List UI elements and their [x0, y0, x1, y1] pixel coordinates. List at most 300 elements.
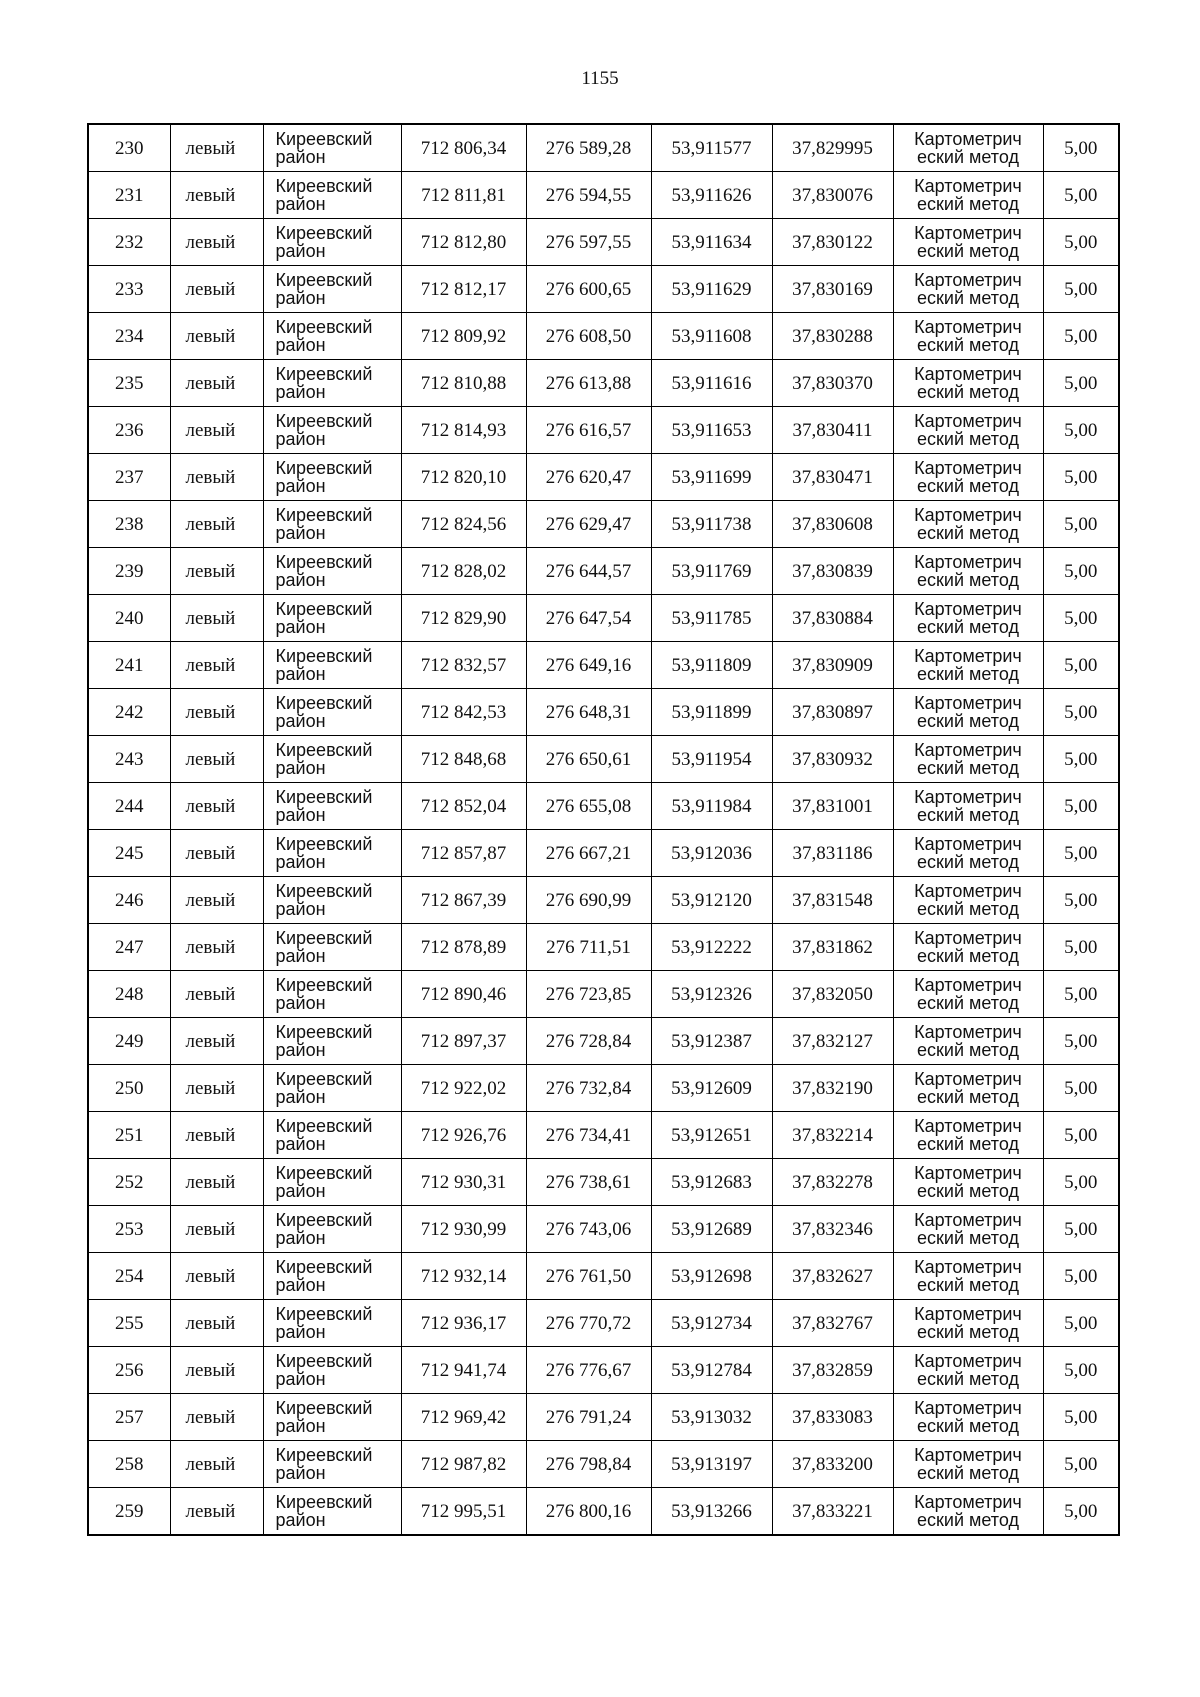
cell-accuracy: 5,00 — [1043, 313, 1119, 360]
cell-latitude: 53,912609 — [651, 1065, 772, 1112]
cell-method: Картометрич еский метод — [893, 1112, 1043, 1159]
cell-point-number: 246 — [88, 877, 170, 924]
cell-point-number: 254 — [88, 1253, 170, 1300]
cell-method: Картометрич еский метод — [893, 830, 1043, 877]
cell-method: Картометрич еский метод — [893, 689, 1043, 736]
table-body — [88, 124, 1119, 1535]
table-row — [88, 971, 1119, 1018]
cell-accuracy: 5,00 — [1043, 689, 1119, 736]
table-row — [88, 454, 1119, 501]
cell-longitude: 37,830122 — [772, 219, 893, 266]
cell-accuracy: 5,00 — [1043, 1018, 1119, 1065]
cell-district: Киреевский район — [263, 1018, 401, 1065]
cell-point-number: 239 — [88, 548, 170, 595]
cell-point-number: 244 — [88, 783, 170, 830]
cell-latitude: 53,911616 — [651, 360, 772, 407]
cell-coord-x: 712 995,51 — [401, 1488, 526, 1536]
cell-coord-y: 276 616,57 — [526, 407, 651, 454]
cell-method: Картометрич еский метод — [893, 924, 1043, 971]
cell-latitude: 53,911629 — [651, 266, 772, 313]
cell-district: Киреевский район — [263, 642, 401, 689]
table-row — [88, 877, 1119, 924]
cell-point-number: 240 — [88, 595, 170, 642]
cell-accuracy: 5,00 — [1043, 830, 1119, 877]
cell-point-number: 236 — [88, 407, 170, 454]
cell-longitude: 37,830884 — [772, 595, 893, 642]
coordinates-table — [87, 123, 1120, 1536]
cell-point-number: 249 — [88, 1018, 170, 1065]
cell-accuracy: 5,00 — [1043, 595, 1119, 642]
cell-coord-y: 276 728,84 — [526, 1018, 651, 1065]
cell-method: Картометрич еский метод — [893, 501, 1043, 548]
cell-point-number: 235 — [88, 360, 170, 407]
cell-latitude: 53,912683 — [651, 1159, 772, 1206]
table-row — [88, 1159, 1119, 1206]
cell-longitude: 37,833221 — [772, 1488, 893, 1536]
cell-coord-y: 276 649,16 — [526, 642, 651, 689]
cell-coord-x: 712 809,92 — [401, 313, 526, 360]
cell-latitude: 53,912734 — [651, 1300, 772, 1347]
cell-side: левый — [170, 1441, 263, 1488]
cell-coord-x: 712 824,56 — [401, 501, 526, 548]
cell-coord-x: 712 829,90 — [401, 595, 526, 642]
cell-coord-x: 712 828,02 — [401, 548, 526, 595]
cell-point-number: 241 — [88, 642, 170, 689]
cell-accuracy: 5,00 — [1043, 266, 1119, 313]
table-row — [88, 1441, 1119, 1488]
cell-method: Картометрич еский метод — [893, 1159, 1043, 1206]
cell-side: левый — [170, 266, 263, 313]
cell-coord-y: 276 589,28 — [526, 124, 651, 172]
cell-coord-y: 276 620,47 — [526, 454, 651, 501]
cell-coord-x: 712 932,14 — [401, 1253, 526, 1300]
cell-district: Киреевский район — [263, 266, 401, 313]
cell-coord-y: 276 798,84 — [526, 1441, 651, 1488]
cell-method: Картометрич еский метод — [893, 1253, 1043, 1300]
table-row — [88, 124, 1119, 172]
cell-longitude: 37,832214 — [772, 1112, 893, 1159]
cell-point-number: 248 — [88, 971, 170, 1018]
cell-accuracy: 5,00 — [1043, 1206, 1119, 1253]
cell-side: левый — [170, 1347, 263, 1394]
cell-coord-y: 276 791,24 — [526, 1394, 651, 1441]
cell-point-number: 258 — [88, 1441, 170, 1488]
table-row — [88, 1112, 1119, 1159]
cell-accuracy: 5,00 — [1043, 454, 1119, 501]
cell-longitude: 37,833083 — [772, 1394, 893, 1441]
cell-method: Картометрич еский метод — [893, 783, 1043, 830]
cell-latitude: 53,912387 — [651, 1018, 772, 1065]
table-row — [88, 360, 1119, 407]
table-row — [88, 266, 1119, 313]
cell-point-number: 234 — [88, 313, 170, 360]
cell-longitude: 37,831001 — [772, 783, 893, 830]
cell-side: левый — [170, 1488, 263, 1536]
cell-side: левый — [170, 783, 263, 830]
cell-coord-y: 276 613,88 — [526, 360, 651, 407]
cell-latitude: 53,912326 — [651, 971, 772, 1018]
cell-side: левый — [170, 971, 263, 1018]
cell-latitude: 53,912651 — [651, 1112, 772, 1159]
table-row — [88, 1065, 1119, 1112]
cell-longitude: 37,830839 — [772, 548, 893, 595]
cell-method: Картометрич еский метод — [893, 1300, 1043, 1347]
cell-method: Картометрич еский метод — [893, 313, 1043, 360]
cell-latitude: 53,911608 — [651, 313, 772, 360]
cell-point-number: 253 — [88, 1206, 170, 1253]
cell-side: левый — [170, 642, 263, 689]
cell-side: левый — [170, 501, 263, 548]
page-number: 1155 — [581, 68, 619, 89]
cell-side: левый — [170, 548, 263, 595]
cell-accuracy: 5,00 — [1043, 360, 1119, 407]
cell-side: левый — [170, 172, 263, 219]
cell-accuracy: 5,00 — [1043, 124, 1119, 172]
cell-accuracy: 5,00 — [1043, 548, 1119, 595]
cell-district: Киреевский район — [263, 830, 401, 877]
cell-method: Картометрич еский метод — [893, 736, 1043, 783]
cell-district: Киреевский район — [263, 454, 401, 501]
cell-method: Картометрич еский метод — [893, 407, 1043, 454]
cell-latitude: 53,912036 — [651, 830, 772, 877]
cell-district: Киреевский район — [263, 1253, 401, 1300]
cell-district: Киреевский район — [263, 548, 401, 595]
cell-latitude: 53,911785 — [651, 595, 772, 642]
cell-district: Киреевский район — [263, 1112, 401, 1159]
cell-coord-y: 276 650,61 — [526, 736, 651, 783]
cell-accuracy: 5,00 — [1043, 736, 1119, 783]
cell-longitude: 37,832278 — [772, 1159, 893, 1206]
cell-point-number: 237 — [88, 454, 170, 501]
cell-point-number: 242 — [88, 689, 170, 736]
table-row — [88, 1253, 1119, 1300]
cell-longitude: 37,830608 — [772, 501, 893, 548]
cell-longitude: 37,829995 — [772, 124, 893, 172]
cell-method: Картометрич еский метод — [893, 1206, 1043, 1253]
cell-longitude: 37,830909 — [772, 642, 893, 689]
cell-coord-y: 276 690,99 — [526, 877, 651, 924]
cell-side: левый — [170, 1300, 263, 1347]
cell-point-number: 230 — [88, 124, 170, 172]
cell-coord-y: 276 594,55 — [526, 172, 651, 219]
cell-coord-y: 276 608,50 — [526, 313, 651, 360]
cell-district: Киреевский район — [263, 1441, 401, 1488]
cell-coord-y: 276 776,67 — [526, 1347, 651, 1394]
cell-coord-x: 712 857,87 — [401, 830, 526, 877]
cell-accuracy: 5,00 — [1043, 971, 1119, 1018]
cell-coord-x: 712 867,39 — [401, 877, 526, 924]
cell-point-number: 250 — [88, 1065, 170, 1112]
cell-longitude: 37,833200 — [772, 1441, 893, 1488]
cell-side: левый — [170, 924, 263, 971]
cell-method: Картометрич еский метод — [893, 642, 1043, 689]
cell-coord-x: 712 987,82 — [401, 1441, 526, 1488]
cell-longitude: 37,830932 — [772, 736, 893, 783]
cell-point-number: 243 — [88, 736, 170, 783]
cell-longitude: 37,830169 — [772, 266, 893, 313]
cell-side: левый — [170, 1018, 263, 1065]
cell-coord-x: 712 936,17 — [401, 1300, 526, 1347]
cell-point-number: 259 — [88, 1488, 170, 1536]
cell-point-number: 252 — [88, 1159, 170, 1206]
cell-district: Киреевский район — [263, 971, 401, 1018]
table-row — [88, 1488, 1119, 1536]
cell-latitude: 53,911738 — [651, 501, 772, 548]
cell-accuracy: 5,00 — [1043, 501, 1119, 548]
table-row — [88, 1018, 1119, 1065]
cell-method: Картометрич еский метод — [893, 360, 1043, 407]
cell-district: Киреевский район — [263, 172, 401, 219]
cell-accuracy: 5,00 — [1043, 1441, 1119, 1488]
cell-accuracy: 5,00 — [1043, 1112, 1119, 1159]
cell-coord-x: 712 890,46 — [401, 971, 526, 1018]
cell-point-number: 257 — [88, 1394, 170, 1441]
cell-longitude: 37,830076 — [772, 172, 893, 219]
cell-accuracy: 5,00 — [1043, 877, 1119, 924]
cell-latitude: 53,913032 — [651, 1394, 772, 1441]
cell-method: Картометрич еский метод — [893, 454, 1043, 501]
cell-accuracy: 5,00 — [1043, 642, 1119, 689]
cell-method: Картометрич еский метод — [893, 1394, 1043, 1441]
cell-method: Картометрич еский метод — [893, 595, 1043, 642]
table-row — [88, 783, 1119, 830]
cell-coord-x: 712 820,10 — [401, 454, 526, 501]
cell-coord-x: 712 930,99 — [401, 1206, 526, 1253]
cell-latitude: 53,911626 — [651, 172, 772, 219]
table-row — [88, 407, 1119, 454]
cell-side: левый — [170, 407, 263, 454]
cell-point-number: 255 — [88, 1300, 170, 1347]
cell-accuracy: 5,00 — [1043, 1347, 1119, 1394]
cell-coord-x: 712 842,53 — [401, 689, 526, 736]
cell-method: Картометрич еский метод — [893, 1488, 1043, 1536]
cell-coord-y: 276 655,08 — [526, 783, 651, 830]
cell-point-number: 251 — [88, 1112, 170, 1159]
cell-coord-y: 276 667,21 — [526, 830, 651, 877]
cell-coord-y: 276 723,85 — [526, 971, 651, 1018]
cell-accuracy: 5,00 — [1043, 172, 1119, 219]
cell-latitude: 53,911769 — [651, 548, 772, 595]
cell-latitude: 53,913197 — [651, 1441, 772, 1488]
cell-longitude: 37,830471 — [772, 454, 893, 501]
cell-coord-y: 276 761,50 — [526, 1253, 651, 1300]
table-row — [88, 924, 1119, 971]
cell-district: Киреевский район — [263, 1488, 401, 1536]
cell-accuracy: 5,00 — [1043, 1300, 1119, 1347]
cell-method: Картометрич еский метод — [893, 219, 1043, 266]
cell-district: Киреевский район — [263, 1300, 401, 1347]
cell-coord-x: 712 811,81 — [401, 172, 526, 219]
cell-longitude: 37,832190 — [772, 1065, 893, 1112]
cell-latitude: 53,912120 — [651, 877, 772, 924]
cell-method: Картометрич еский метод — [893, 266, 1043, 313]
cell-longitude: 37,830897 — [772, 689, 893, 736]
cell-coord-x: 712 878,89 — [401, 924, 526, 971]
table-row — [88, 1394, 1119, 1441]
cell-method: Картометрич еский метод — [893, 548, 1043, 595]
cell-longitude: 37,832050 — [772, 971, 893, 1018]
cell-point-number: 233 — [88, 266, 170, 313]
cell-district: Киреевский район — [263, 1159, 401, 1206]
cell-coord-y: 276 800,16 — [526, 1488, 651, 1536]
cell-latitude: 53,911699 — [651, 454, 772, 501]
cell-district: Киреевский район — [263, 1206, 401, 1253]
cell-side: левый — [170, 313, 263, 360]
cell-coord-x: 712 941,74 — [401, 1347, 526, 1394]
cell-district: Киреевский район — [263, 783, 401, 830]
cell-side: левый — [170, 360, 263, 407]
cell-accuracy: 5,00 — [1043, 219, 1119, 266]
table-row — [88, 689, 1119, 736]
cell-longitude: 37,832859 — [772, 1347, 893, 1394]
cell-side: левый — [170, 689, 263, 736]
cell-coord-y: 276 770,72 — [526, 1300, 651, 1347]
cell-longitude: 37,830370 — [772, 360, 893, 407]
table-row — [88, 1300, 1119, 1347]
cell-coord-x: 712 810,88 — [401, 360, 526, 407]
cell-accuracy: 5,00 — [1043, 1394, 1119, 1441]
cell-accuracy: 5,00 — [1043, 924, 1119, 971]
cell-longitude: 37,832346 — [772, 1206, 893, 1253]
cell-latitude: 53,912698 — [651, 1253, 772, 1300]
cell-longitude: 37,831186 — [772, 830, 893, 877]
cell-coord-y: 276 743,06 — [526, 1206, 651, 1253]
cell-latitude: 53,912784 — [651, 1347, 772, 1394]
cell-side: левый — [170, 1112, 263, 1159]
cell-coord-x: 712 926,76 — [401, 1112, 526, 1159]
cell-coord-x: 712 897,37 — [401, 1018, 526, 1065]
table-row — [88, 548, 1119, 595]
cell-accuracy: 5,00 — [1043, 1159, 1119, 1206]
cell-district: Киреевский район — [263, 313, 401, 360]
cell-method: Картометрич еский метод — [893, 1018, 1043, 1065]
cell-accuracy: 5,00 — [1043, 783, 1119, 830]
cell-side: левый — [170, 454, 263, 501]
cell-district: Киреевский район — [263, 407, 401, 454]
cell-coord-x: 712 832,57 — [401, 642, 526, 689]
cell-coord-y: 276 732,84 — [526, 1065, 651, 1112]
cell-coord-x: 712 852,04 — [401, 783, 526, 830]
cell-coord-y: 276 629,47 — [526, 501, 651, 548]
cell-coord-x: 712 812,80 — [401, 219, 526, 266]
cell-accuracy: 5,00 — [1043, 1488, 1119, 1536]
cell-district: Киреевский район — [263, 360, 401, 407]
cell-longitude: 37,830288 — [772, 313, 893, 360]
cell-longitude: 37,831862 — [772, 924, 893, 971]
cell-side: левый — [170, 1253, 263, 1300]
cell-method: Картометрич еский метод — [893, 1441, 1043, 1488]
cell-latitude: 53,912689 — [651, 1206, 772, 1253]
cell-accuracy: 5,00 — [1043, 1065, 1119, 1112]
cell-coord-y: 276 734,41 — [526, 1112, 651, 1159]
cell-coord-x: 712 969,42 — [401, 1394, 526, 1441]
cell-side: левый — [170, 219, 263, 266]
cell-coord-y: 276 600,65 — [526, 266, 651, 313]
table-row — [88, 1347, 1119, 1394]
cell-coord-y: 276 711,51 — [526, 924, 651, 971]
table-row — [88, 595, 1119, 642]
cell-latitude: 53,911984 — [651, 783, 772, 830]
cell-district: Киреевский район — [263, 501, 401, 548]
cell-district: Киреевский район — [263, 1065, 401, 1112]
table-row — [88, 172, 1119, 219]
cell-district: Киреевский район — [263, 219, 401, 266]
cell-coord-x: 712 806,34 — [401, 124, 526, 172]
table-row — [88, 501, 1119, 548]
cell-method: Картометрич еский метод — [893, 124, 1043, 172]
cell-district: Киреевский район — [263, 877, 401, 924]
table-row — [88, 313, 1119, 360]
cell-point-number: 247 — [88, 924, 170, 971]
cell-district: Киреевский район — [263, 1394, 401, 1441]
cell-side: левый — [170, 595, 263, 642]
cell-point-number: 256 — [88, 1347, 170, 1394]
cell-longitude: 37,830411 — [772, 407, 893, 454]
cell-accuracy: 5,00 — [1043, 407, 1119, 454]
table-row — [88, 736, 1119, 783]
cell-district: Киреевский район — [263, 124, 401, 172]
cell-point-number: 238 — [88, 501, 170, 548]
cell-side: левый — [170, 124, 263, 172]
cell-point-number: 232 — [88, 219, 170, 266]
cell-coord-y: 276 644,57 — [526, 548, 651, 595]
cell-coord-x: 712 814,93 — [401, 407, 526, 454]
table-row — [88, 642, 1119, 689]
table-row — [88, 1206, 1119, 1253]
cell-latitude: 53,911809 — [651, 642, 772, 689]
cell-method: Картометрич еский метод — [893, 877, 1043, 924]
cell-side: левый — [170, 1394, 263, 1441]
cell-latitude: 53,911577 — [651, 124, 772, 172]
cell-district: Киреевский район — [263, 689, 401, 736]
cell-point-number: 231 — [88, 172, 170, 219]
table-row — [88, 830, 1119, 877]
cell-side: левый — [170, 1159, 263, 1206]
cell-side: левый — [170, 1206, 263, 1253]
cell-method: Картометрич еский метод — [893, 971, 1043, 1018]
cell-coord-y: 276 738,61 — [526, 1159, 651, 1206]
cell-point-number: 245 — [88, 830, 170, 877]
cell-accuracy: 5,00 — [1043, 1253, 1119, 1300]
cell-district: Киреевский район — [263, 595, 401, 642]
cell-side: левый — [170, 1065, 263, 1112]
cell-longitude: 37,832767 — [772, 1300, 893, 1347]
cell-district: Киреевский район — [263, 1347, 401, 1394]
cell-latitude: 53,911899 — [651, 689, 772, 736]
cell-latitude: 53,911954 — [651, 736, 772, 783]
cell-coord-y: 276 647,54 — [526, 595, 651, 642]
cell-latitude: 53,912222 — [651, 924, 772, 971]
cell-coord-x: 712 930,31 — [401, 1159, 526, 1206]
cell-coord-x: 712 922,02 — [401, 1065, 526, 1112]
cell-latitude: 53,911653 — [651, 407, 772, 454]
cell-district: Киреевский район — [263, 736, 401, 783]
cell-coord-x: 712 848,68 — [401, 736, 526, 783]
cell-coord-y: 276 597,55 — [526, 219, 651, 266]
cell-longitude: 37,831548 — [772, 877, 893, 924]
cell-side: левый — [170, 877, 263, 924]
cell-side: левый — [170, 830, 263, 877]
cell-coord-y: 276 648,31 — [526, 689, 651, 736]
cell-latitude: 53,913266 — [651, 1488, 772, 1536]
table-row — [88, 219, 1119, 266]
cell-longitude: 37,832127 — [772, 1018, 893, 1065]
cell-side: левый — [170, 736, 263, 783]
cell-method: Картометрич еский метод — [893, 1065, 1043, 1112]
cell-method: Картометрич еский метод — [893, 1347, 1043, 1394]
cell-coord-x: 712 812,17 — [401, 266, 526, 313]
cell-longitude: 37,832627 — [772, 1253, 893, 1300]
